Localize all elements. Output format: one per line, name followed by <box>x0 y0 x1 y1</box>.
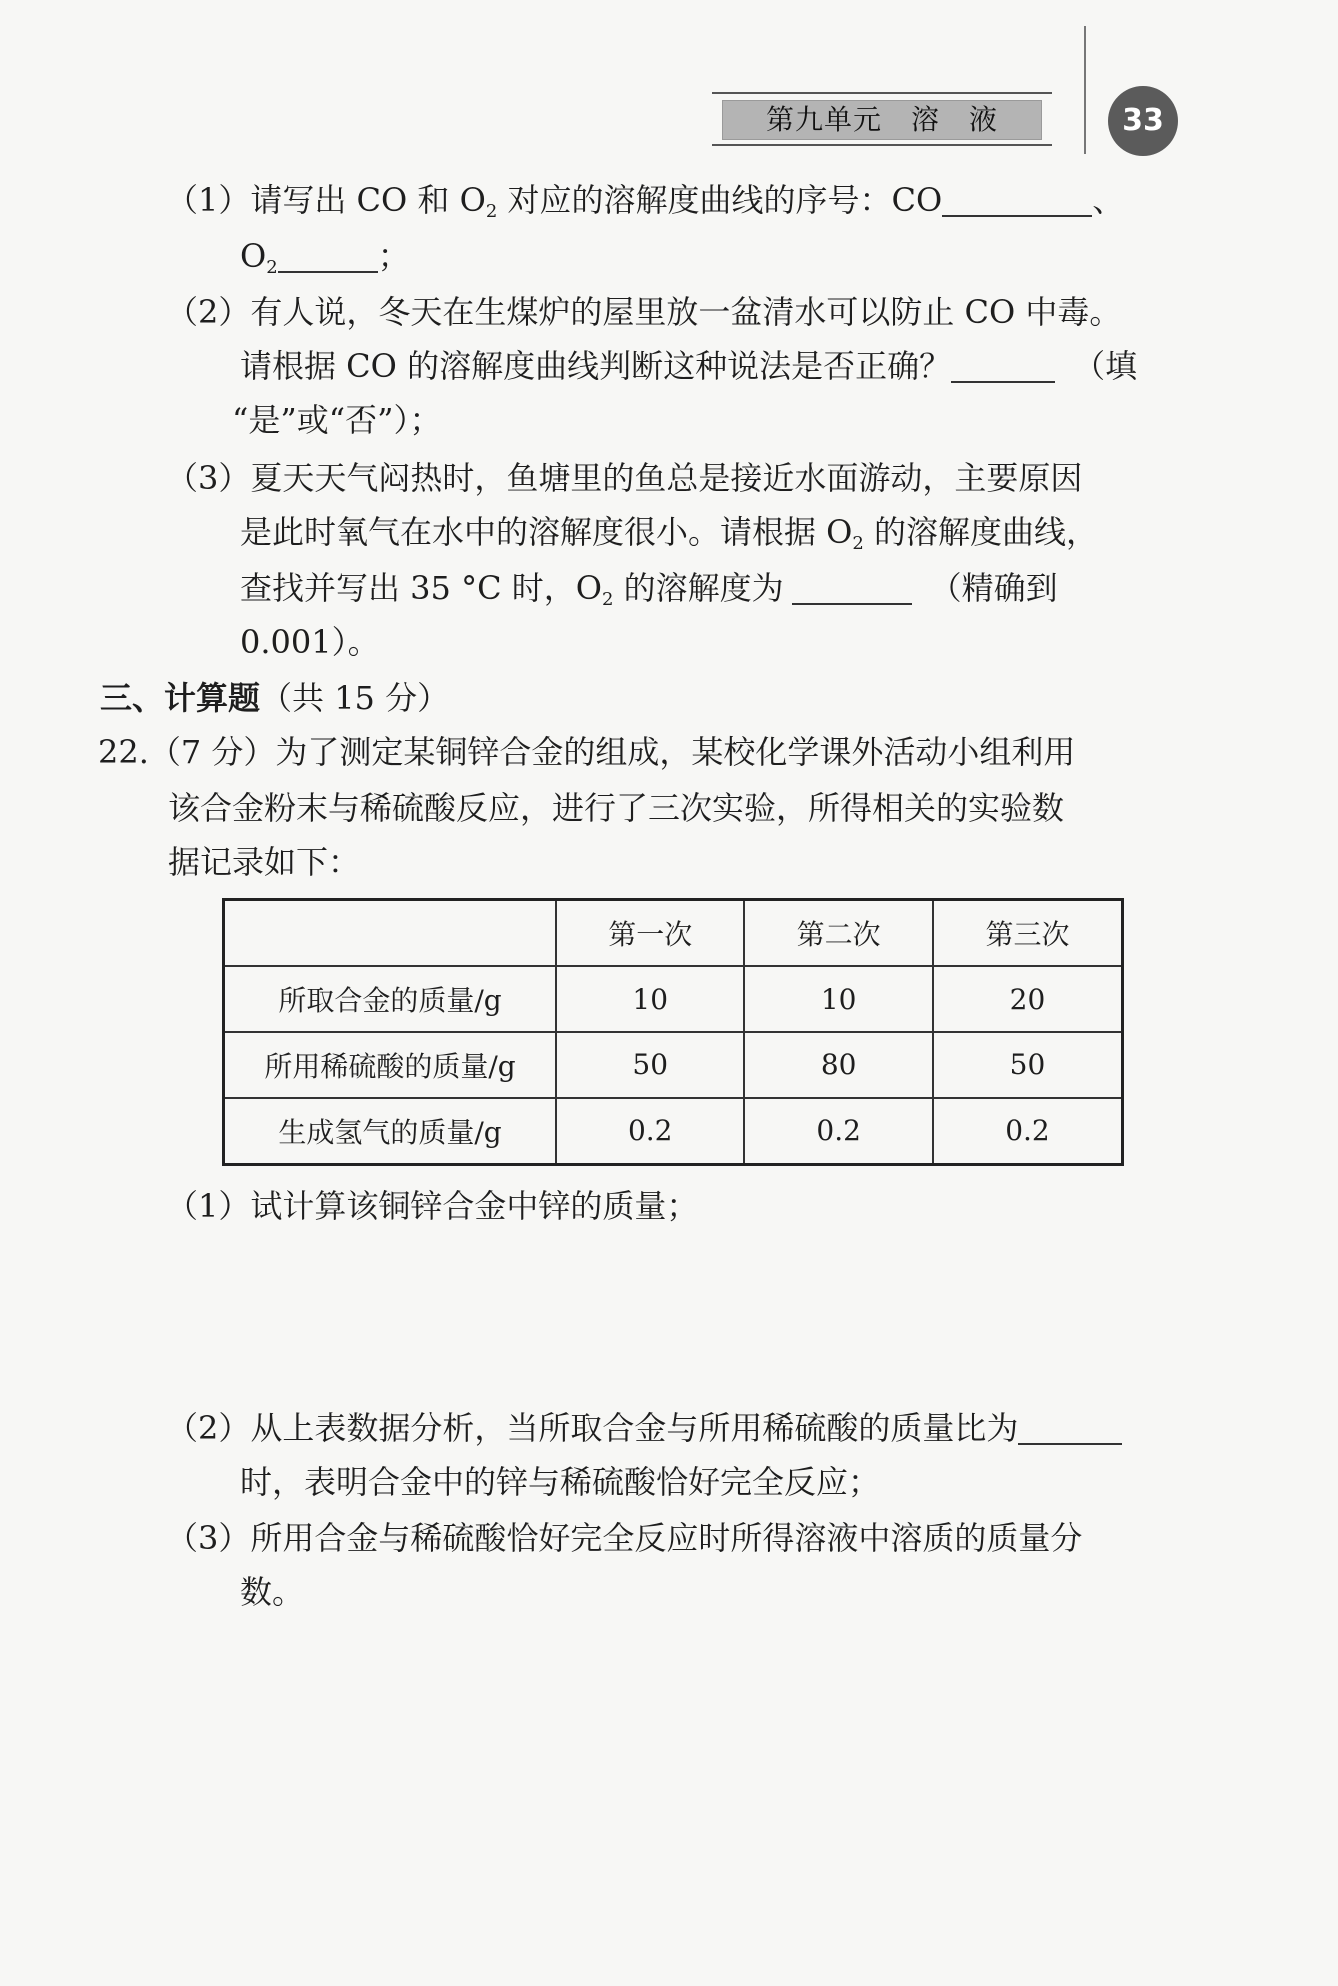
q21-part3-line2: 是此时氧气在水中的溶解度很小。请根据 $O_2$ 的溶解度曲线， <box>240 513 1099 554</box>
table-header-cell: 第一次 <box>556 900 744 967</box>
answer-blank-yes-no[interactable] <box>951 351 1055 383</box>
table-cell: 0.2 <box>744 1098 932 1165</box>
table-row <box>224 966 1123 1032</box>
q21-part3-line1: （3）夏天天气闷热时，鱼塘里的鱼总是接近水面游动，主要原因 <box>166 459 1083 497</box>
experiment-data-table <box>222 898 1124 1166</box>
q21-part2-line3: “是”或“否”）； <box>232 401 442 439</box>
table-row-label: 所用稀硫酸的质量/g <box>224 1032 557 1098</box>
q21-part3-line3: 查找并写出 35 °C 时，$O_2$ 的溶解度为 （精确到 <box>240 569 1058 610</box>
table-cell: 0.2 <box>933 1098 1123 1165</box>
answer-blank-solubility[interactable] <box>792 573 912 605</box>
table-header-cell: 第三次 <box>933 900 1123 967</box>
q21-part1-line2: $O_2$ ； <box>240 237 410 278</box>
table-cell: 10 <box>556 966 744 1032</box>
q22-sub1: （1）试计算该铜锌合金中锌的质量； <box>166 1187 699 1225</box>
q22-line1: 22.（7 分）为了测定某铜锌合金的组成，某校化学课外活动小组利用 <box>98 733 1076 771</box>
section-title: 三、计算题（共 15 分） <box>100 679 450 717</box>
header-divider <box>1084 26 1086 154</box>
header-rule-top <box>712 92 1052 94</box>
q21-part3-line4: 0.001）。 <box>240 623 380 661</box>
table-header-row <box>224 900 1123 967</box>
table-header-cell <box>224 900 557 967</box>
q21-part2-line1: （2）有人说，冬天在生煤炉的屋里放一盆清水可以防止 CO 中毒。 <box>166 293 1122 331</box>
q21-part2-line2: 请根据 CO 的溶解度曲线判断这种说法是否正确？ （填 <box>240 347 1138 385</box>
table-cell: 50 <box>933 1032 1123 1098</box>
table-cell: 80 <box>744 1032 932 1098</box>
q22-line2: 该合金粉末与稀硫酸反应，进行了三次实验，所得相关的实验数 <box>168 789 1065 827</box>
q22-sub3-line1: （3）所用合金与稀硫酸恰好完全反应时所得溶液中溶质的质量分 <box>166 1519 1083 1557</box>
answer-blank-o2[interactable] <box>278 241 378 273</box>
unit-title: 第九单元 溶 液 <box>722 100 1042 140</box>
header-rule-bottom <box>712 144 1052 146</box>
table-cell: 50 <box>556 1032 744 1098</box>
table-row <box>224 1032 1123 1098</box>
q22-sub2-line2: 时，表明合金中的锌与稀硫酸恰好完全反应； <box>240 1463 881 1501</box>
answer-blank-co[interactable] <box>942 185 1092 217</box>
q21-part1-line1: （1）请写出 CO 和 $O_2$ 对应的溶解度曲线的序号：CO 、 <box>166 181 1125 222</box>
table-row <box>224 1098 1123 1165</box>
answer-blank-mass-ratio[interactable] <box>1018 1413 1122 1445</box>
table-header-cell: 第二次 <box>744 900 932 967</box>
table-row-label: 生成氢气的质量/g <box>224 1098 557 1165</box>
q22-sub2-line1: （2）从上表数据分析，当所取合金与所用稀硫酸的质量比为 <box>166 1408 1122 1448</box>
q22-sub3-line2: 数。 <box>240 1573 305 1611</box>
q22-line3: 据记录如下： <box>168 843 361 881</box>
table-cell: 20 <box>933 966 1123 1032</box>
table-row-label: 所取合金的质量/g <box>224 966 557 1032</box>
table-cell: 10 <box>744 966 932 1032</box>
page-number: 33 <box>1108 86 1178 156</box>
table-cell: 0.2 <box>556 1098 744 1165</box>
